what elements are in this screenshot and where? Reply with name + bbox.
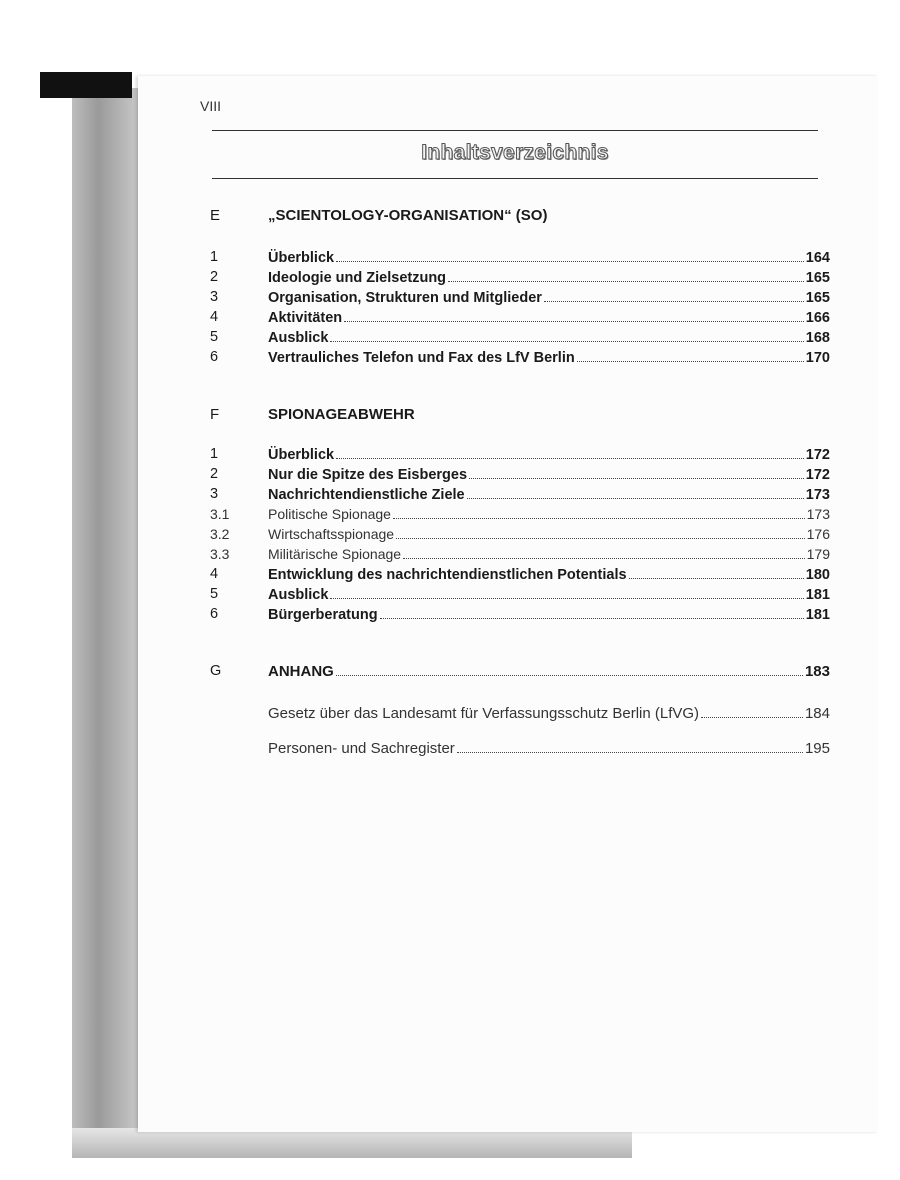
entry-title: Bürgerberatung xyxy=(268,607,378,623)
entry-page: 173 xyxy=(806,506,830,522)
section-page: 183 xyxy=(804,663,830,680)
leader-dots xyxy=(469,465,804,479)
heading-rule-top xyxy=(212,130,818,131)
section-letter: E xyxy=(210,207,221,224)
entry-title: Entwicklung des nachrichtendienstlichen Potentials xyxy=(268,567,627,583)
entry-title: Überblick xyxy=(268,447,335,463)
entry-page: 166 xyxy=(805,310,830,326)
leader-dots xyxy=(467,485,804,499)
section-title: ANHANG xyxy=(268,663,334,680)
entry-title: Politische Spionage xyxy=(268,506,391,522)
leader-dots xyxy=(336,445,804,459)
entry-number: 4 xyxy=(210,566,219,582)
toc-entry[interactable] xyxy=(200,485,830,504)
scan-edge-dark xyxy=(40,72,132,98)
entry-title: Ideologie und Zielsetzung xyxy=(268,270,447,286)
entry-title: Aktivitäten xyxy=(268,310,343,326)
entry-title: Nachrichtendienstliche Ziele xyxy=(268,487,465,503)
entry-number: 3 xyxy=(210,486,219,502)
section-letter: G xyxy=(210,663,222,679)
entry-page: 168 xyxy=(805,330,830,346)
entry-page: 195 xyxy=(804,740,830,757)
entry-page: 165 xyxy=(805,270,830,286)
toc-entry[interactable] xyxy=(200,565,830,584)
leader-dots xyxy=(393,505,805,519)
toc-entry[interactable] xyxy=(200,465,830,484)
entry-number: 3.2 xyxy=(210,526,230,542)
toc-subentry[interactable] xyxy=(200,525,830,544)
entry-number: 1 xyxy=(210,446,219,462)
entry-number: 4 xyxy=(210,309,219,325)
entry-title: Vertrauliches Telefon und Fax des LfV Berlin xyxy=(268,350,575,366)
leader-dots xyxy=(336,248,804,262)
entry-number: 5 xyxy=(210,329,219,345)
entry-page: 173 xyxy=(805,487,830,503)
entry-title: Organisation, Strukturen und Mitglieder xyxy=(268,290,542,306)
page-number: VIII xyxy=(200,98,222,114)
entry-number: 6 xyxy=(210,349,219,365)
entry-number: 1 xyxy=(210,249,219,265)
toc-appendix-entry[interactable] xyxy=(200,704,830,723)
leader-dots xyxy=(396,525,805,539)
section-title: SPIONAGEABWEHR xyxy=(268,406,415,423)
leader-dots xyxy=(629,565,804,579)
leader-dots xyxy=(448,268,804,282)
toc-entry[interactable] xyxy=(200,308,830,327)
leader-dots xyxy=(344,308,804,322)
entry-page: 181 xyxy=(805,607,830,623)
document-page xyxy=(138,76,878,1132)
entry-page: 181 xyxy=(805,587,830,603)
section-letter: F xyxy=(210,406,220,423)
toc-entry[interactable] xyxy=(200,288,830,307)
section-title: „SCIENTOLOGY-ORGANISATION“ (SO) xyxy=(268,207,548,224)
toc-subentry[interactable] xyxy=(200,545,830,564)
entry-number: 3.3 xyxy=(210,546,230,562)
entry-page: 164 xyxy=(805,250,830,266)
book-spine-shadow xyxy=(72,88,138,1158)
toc-entry[interactable] xyxy=(200,605,830,624)
leader-dots xyxy=(330,328,803,342)
entry-page: 180 xyxy=(805,567,830,583)
entry-number: 2 xyxy=(210,269,219,285)
entry-page: 179 xyxy=(806,546,830,562)
section-e-heading xyxy=(200,207,830,227)
leader-dots xyxy=(457,739,803,753)
leader-dots xyxy=(336,662,803,676)
toc-heading: Inhaltsverzeichnis xyxy=(421,141,609,164)
section-g-heading[interactable] xyxy=(200,662,830,681)
toc-entry[interactable] xyxy=(200,328,830,347)
entry-number: 3.1 xyxy=(210,506,230,522)
entry-title: Überblick xyxy=(268,250,335,266)
leader-dots xyxy=(330,585,803,599)
page-bottom-edge xyxy=(72,1128,632,1158)
toc-entry[interactable] xyxy=(200,248,830,267)
entry-title: Wirtschaftsspionage xyxy=(268,526,395,542)
entry-number: 2 xyxy=(210,466,219,482)
entry-title: Gesetz über das Landesamt für Verfassungsschutz Berlin (LfVG) xyxy=(268,705,700,722)
toc-entry[interactable] xyxy=(200,585,830,604)
entry-number: 3 xyxy=(210,289,219,305)
entry-page: 176 xyxy=(806,526,830,542)
leader-dots xyxy=(701,704,803,718)
entry-title: Ausblick xyxy=(268,330,329,346)
entry-title: Nur die Spitze des Eisberges xyxy=(268,467,468,483)
leader-dots xyxy=(577,348,804,362)
entry-number: 6 xyxy=(210,606,219,622)
toc-entry[interactable] xyxy=(200,268,830,287)
toc-subentry[interactable] xyxy=(200,505,830,524)
heading-rule-bottom xyxy=(212,178,818,179)
section-f-heading xyxy=(200,406,830,426)
entry-title: Militärische Spionage xyxy=(268,546,402,562)
entry-page: 165 xyxy=(805,290,830,306)
toc-entry[interactable] xyxy=(200,445,830,464)
entry-page: 184 xyxy=(804,705,830,722)
entry-page: 172 xyxy=(805,447,830,463)
entry-page: 172 xyxy=(805,467,830,483)
entry-title: Personen- und Sachregister xyxy=(268,740,455,757)
entry-page: 170 xyxy=(805,350,830,366)
leader-dots xyxy=(544,288,804,302)
toc-entry[interactable] xyxy=(200,348,830,367)
leader-dots xyxy=(403,545,805,559)
leader-dots xyxy=(380,605,804,619)
entry-number: 5 xyxy=(210,586,219,602)
entry-title: Ausblick xyxy=(268,587,329,603)
toc-appendix-entry[interactable] xyxy=(200,739,830,758)
